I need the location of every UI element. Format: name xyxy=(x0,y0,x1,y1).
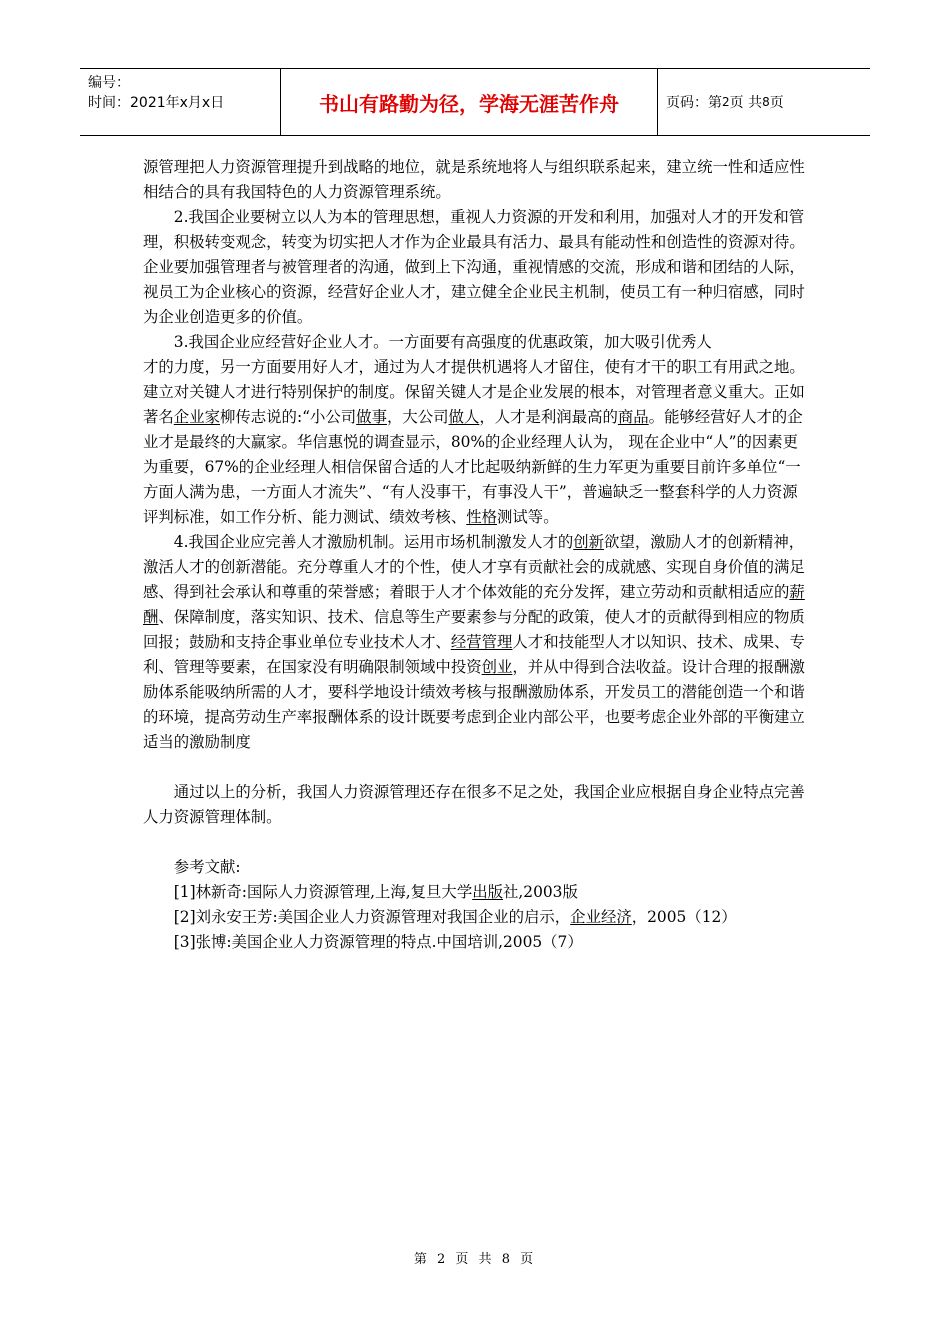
link-qiyejia[interactable]: 企业家 xyxy=(173,408,220,426)
link-chuangxin[interactable]: 创新 xyxy=(573,533,605,551)
paragraph-2: 2.我国企业要树立以人为本的管理思想，重视人力资源的开发和利用，加强对人才的开发和管理，积极转变观念，转变为切实把人才作为企业最具有活力、最具有能动性和创造性的资源对待。企业要加强管理者与被管理者的沟通，做到上下沟通，重视情感的交流，形成和谐和团结的人际，视员工为企业核心的资源，经营好企业人才，建立健全企业民主机制，使员工有一种归宿感，同时为企业创造更多的价值。 xyxy=(143,208,805,326)
page-header xyxy=(80,68,870,136)
link-xingge[interactable]: 性格 xyxy=(466,508,498,526)
references-title: 参考文献: xyxy=(173,858,241,876)
reference-2: [2]刘永安王芳:美国企业人力资源管理对我国企业的启示，企业经济，2005（12） xyxy=(173,908,737,926)
paragraph-4: 4.我国企业应完善人才激励机制。运用市场机制激发人才的创新欲望，激励人才的创新精神，激活人才的创新潜能。充分尊重人才的个性，使人才享有贡献社会的成就感、实现自身价值的满足感、得到社会承认和尊重的荣誉感；着眼于人才个体效能的充分发挥，建立劳动和贡献相适应的薪酬、保障制度，落实知识、技术、信息等生产要素参与分配的政策，使人才的贡献得到相应的物质回报；鼓励和支持企事业单位专业技术人才、经营管理人才和技能型人才以知识、技术、成果、专利、管理等要素，在国家没有明确限制领域中投资创业，并从中得到合法收益。设计合理的报酬激励体系能吸纳所需的人才，要科学地设计绩效考核与报酬激励体系，开发员工的潜能创造一个和谐的环境，提高劳动生产率报酬体系的设计既要考虑到企业内部公平，也要考虑企业外部的平衡建立适当的激励制度 xyxy=(143,533,805,751)
document-body xyxy=(143,155,808,955)
link-zuoren[interactable]: 做人 xyxy=(448,408,480,426)
page-footer: 第 2 页 共 8 页 xyxy=(413,1252,537,1267)
link-jingyingguanli[interactable]: 经营管理 xyxy=(450,633,513,651)
header-page-number: 页码：第 2 页 共 8 页 xyxy=(666,95,784,111)
header-meta xyxy=(80,69,280,135)
document-time-label: 时间：2021年x月x日 xyxy=(88,95,225,111)
paragraph-1: 源管理把人力资源管理提升到战略的地位，就是系统地将人与组织联系起来，建立统一性和适应性相结合的具有我国特色的人力资源管理系统。 xyxy=(143,158,805,201)
header-motto: 书山有路勤为径，学海无涯苦作舟 xyxy=(280,69,658,135)
paragraph-3-line-1: 3.我国企业应经营好企业人才。一方面要有高强度的优惠政策，加大吸引优秀人 xyxy=(173,333,712,351)
document-number-label: 编号： xyxy=(88,75,130,91)
reference-3: [3]张博:美国企业人力资源管理的特点.中国培训,2005（7） xyxy=(173,933,583,951)
conclusion-paragraph: 通过以上的分析，我国人力资源管理还存在很多不足之处，我国企业应根据自身企业特点完善人力资源管理体制。 xyxy=(143,783,805,826)
reference-1: [1]林新奇:国际人力资源管理,上海,复旦大学出版社,2003版 xyxy=(173,883,578,901)
paragraph-3: 才的力度，另一方面要用好人才，通过为人才提供机遇将人才留住，使有才干的职工有用武之地。建立对关键人才进行特别保护的制度。保留关键人才是企业发展的根本，对管理者意义重大。正如著名企业家柳传志说的:“小公司做事，大公司做人，人才是利润最高的商品。能够经营好人才的企业才是最终的大赢家。华信惠悦的调查显示，80%的企业经理人认为， 现在企业中“人”的因素更为重要，67%的企业经理人相信保留合适的人才比起吸纳新鲜的生力军更为重要目前许多单位“一方面人满为患，一方面人才流失”、“有人没事干，有事没人干”，普遍缺乏一整套科学的人力资源评判标准，如工作分析、能力测试、绩效考核、性格测试等。 xyxy=(143,358,805,526)
link-xinchou[interactable]: 薪酬 xyxy=(143,583,805,626)
link-qiyejingji[interactable]: 企业经济 xyxy=(570,908,632,926)
link-chuangye[interactable]: 创业 xyxy=(481,658,513,676)
link-chuban[interactable]: 出版 xyxy=(472,883,504,901)
link-shangpin[interactable]: 商品 xyxy=(617,408,649,426)
link-zuoshi[interactable]: 做事 xyxy=(356,408,387,426)
